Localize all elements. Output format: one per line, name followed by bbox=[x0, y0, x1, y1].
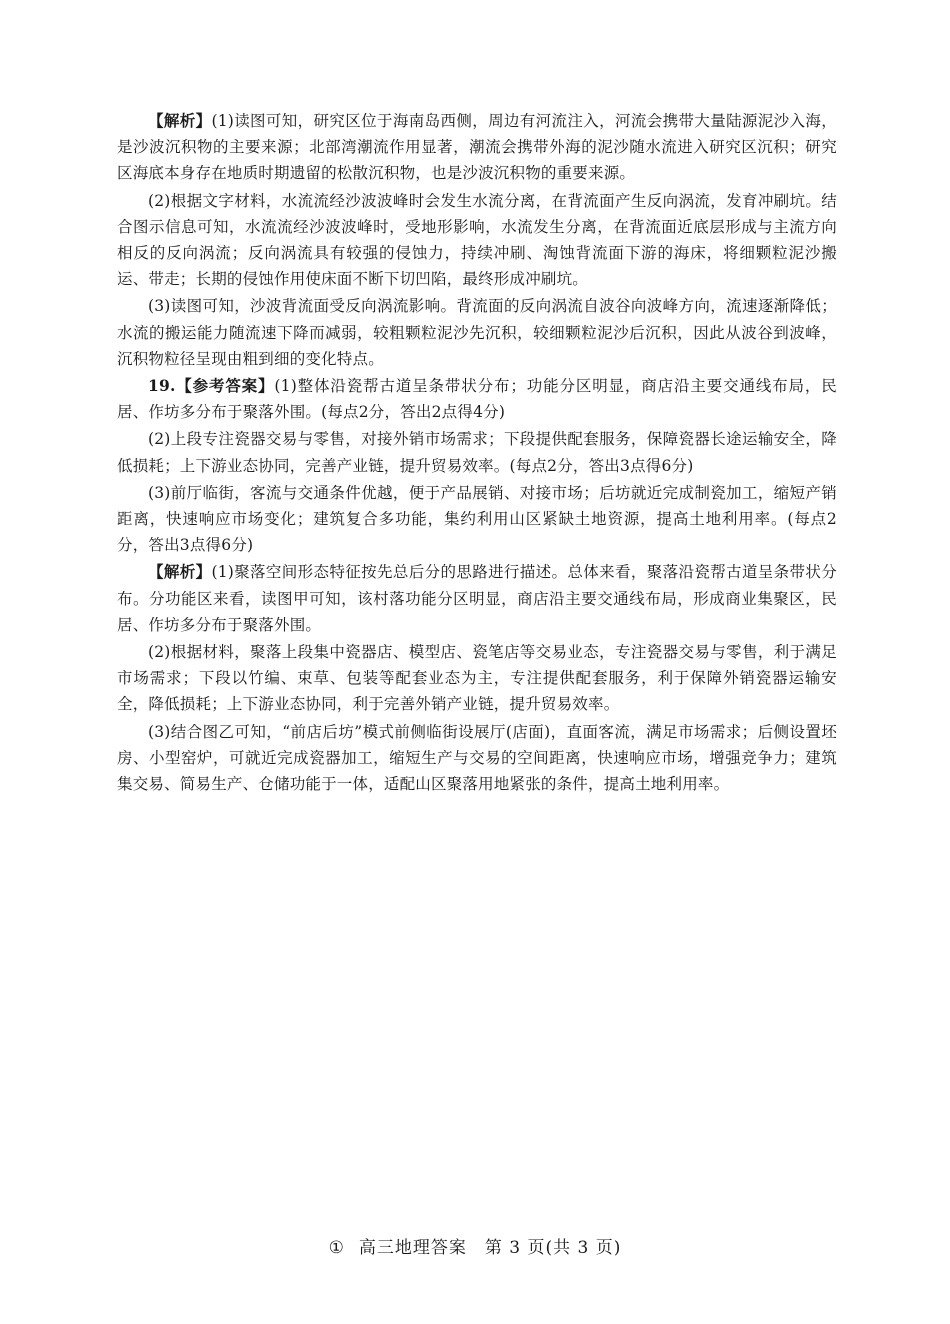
paragraph-7 bbox=[117, 559, 837, 638]
answer-page bbox=[117, 108, 837, 798]
paragraph-text: (3)结合图乙可知，“前店后坊”模式前侧临街设展厅(店面)，直面客流，满足市场需求；后侧设置坯房、小型窑炉，可就近完成瓷器加工，缩短生产与交易的空间距离，快速响应市场，增强竞争力；建筑集交易、简易生产、仓储功能于一体，适配山区聚落用地紧张的条件，提高土地利用率。 bbox=[117, 722, 837, 794]
paragraph-4 bbox=[117, 373, 837, 425]
paragraph-8 bbox=[117, 639, 837, 718]
page-footer bbox=[0, 1233, 950, 1258]
paragraph-text: (3)读图可知，沙波背流面受反向涡流影响。背流面的反向涡流自波谷向波峰方向，流速逐渐降低；水流的搬运能力随流速下降而减弱，较粗颗粒泥沙先沉积，较细颗粒泥沙后沉积，因此从波谷到波峰，沉积物粒径呈现由粗到细的变化特点。 bbox=[117, 297, 837, 368]
paper-number: ① bbox=[328, 1238, 345, 1258]
paragraph-text: (1)聚落空间形态特征按先总后分的思路进行描述。总体来看，聚落沿瓷帮古道呈条带状分布。分功能区来看，读图甲可知，该村落功能分区明显，商店沿主要交通线布局，形成商业集聚区，民居、作坊多分布于聚落外围。 bbox=[117, 563, 837, 634]
paragraph-text: (3)前厅临街，客流与交通条件优越，便于产品展销、对接市场；后坊就近完成制瓷加工，缩短产销距离，快速响应市场变化；建筑复合多功能，集约利用山区紧缺土地资源，提高土地利用率。(每点2分，答出3点得6分) bbox=[117, 483, 837, 555]
paragraph-text: (2)根据材料，聚落上段集中瓷器店、模型店、瓷笔店等交易业态，专注瓷器交易与零售，利于满足市场需求；下段以竹编、束草、包装等配套业态为主，专注提供配套服务，利于保障外销瓷器运输安全，降低损耗；上下游业态协同，利于完善外销产业链，提升贸易效率。 bbox=[117, 643, 837, 714]
paragraph-1 bbox=[117, 108, 837, 187]
paragraph-3 bbox=[117, 293, 837, 372]
paragraph-text: (2)上段专注瓷器交易与零售，对接外销市场需求；下段提供配套服务，保障瓷器长途运输安全，降低损耗；上下游业态协同，完善产业链，提升贸易效率。(每点2分，答出3点得6分) bbox=[117, 430, 837, 475]
question-label: 19.【参考答案】 bbox=[148, 376, 275, 396]
paragraph-text: (1)读图可知，研究区位于海南岛西侧，周边有河流注入，河流会携带大量陆源泥沙入海，是沙波沉积物的主要来源；北部湾潮流作用显著，潮流会携带外海的泥沙随水流进入研究区沉积；研究区海底本身存在地质时期遗留的松散沉积物，也是沙波沉积物的重要来源。 bbox=[117, 112, 837, 183]
paragraph-2 bbox=[117, 188, 837, 293]
paragraph-6 bbox=[117, 480, 837, 559]
footer-text: 高三地理答案 第 3 页(共 3 页) bbox=[358, 1238, 622, 1258]
paragraph-5 bbox=[117, 426, 837, 478]
section-label: 【解析】 bbox=[148, 111, 212, 130]
paragraph-text: (1)整体沿瓷帮古道呈条带状分布；功能分区明显，商店沿主要交通线布局，民居、作坊多分布于聚落外围。(每点2分，答出2点得4分) bbox=[117, 377, 837, 422]
paragraph-9 bbox=[117, 719, 837, 798]
paragraph-text: (2)根据文字材料，水流流经沙波波峰时会发生水流分离，在背流面产生反向涡流，发育冲刷坑。结合图示信息可知，水流流经沙波波峰时，受地形影响，水流发生分离，在背流面近底层形成与主流方向相反的反向涡流；反向涡流具有较强的侵蚀力，持续冲刷、淘蚀背流面下游的海床，将细颗粒泥沙搬运、带走；长期的侵蚀作用使床面不断下切凹陷，最终形成冲刷坑。 bbox=[117, 191, 837, 289]
section-label: 【解析】 bbox=[148, 562, 212, 582]
